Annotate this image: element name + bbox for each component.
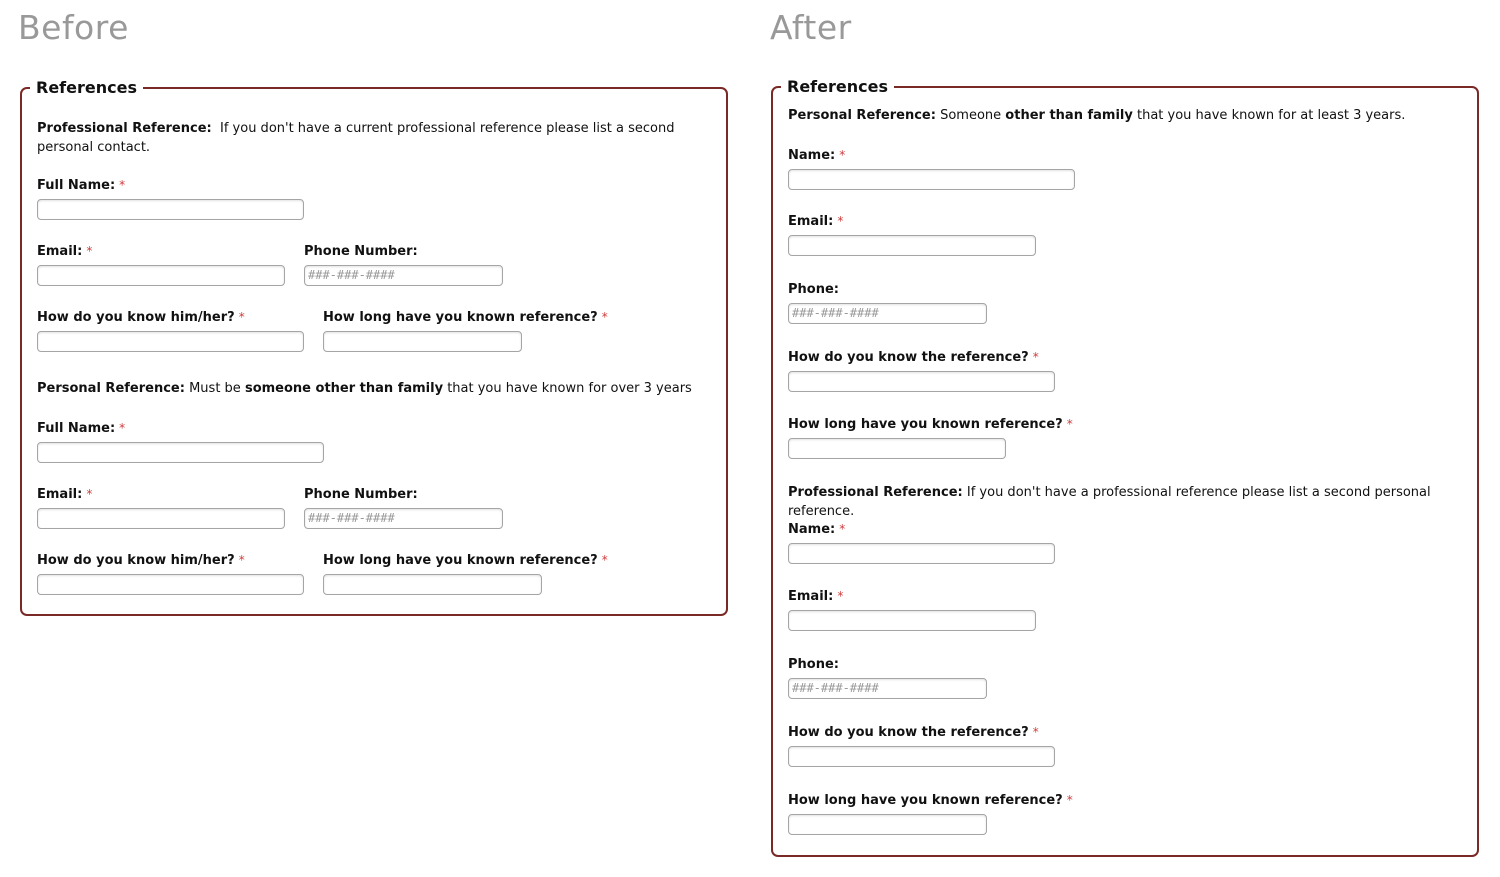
before-prof-how-long-label: How long have you known reference? * — [323, 310, 608, 325]
after-professional-intro — [788, 483, 1478, 521]
after-prof-how-know-label: How do you know the reference? * — [788, 725, 1039, 740]
before-heading: Before — [18, 8, 129, 47]
before-prof-how-know-label: How do you know him/her? * — [37, 310, 245, 325]
before-prof-how-know-input[interactable] — [37, 331, 304, 352]
required-marker: * — [1066, 793, 1073, 807]
after-pers-name-input[interactable] — [788, 169, 1075, 190]
required-marker: * — [238, 310, 245, 324]
before-prof-phone-label: Phone Number: — [304, 244, 418, 259]
before-prof-full-name-input[interactable] — [37, 199, 304, 220]
before-pers-phone-input[interactable]: ###-###-#### — [304, 508, 503, 529]
after-prof-phone-label: Phone: — [788, 657, 839, 672]
after-professional-intro-label: Professional Reference: — [788, 485, 963, 500]
after-prof-name-label: Name: * — [788, 522, 846, 537]
before-prof-phone-input[interactable]: ###-###-#### — [304, 265, 503, 286]
required-marker: * — [837, 589, 844, 603]
before-personal-intro: Personal Reference: Must be someone other than family that you have known for over 3 years — [37, 381, 692, 396]
before-pers-how-long-label: How long have you known reference? * — [323, 553, 608, 568]
required-marker: * — [839, 148, 846, 162]
before-pers-full-name-input[interactable] — [37, 442, 324, 463]
after-pers-phone-label: Phone: — [788, 282, 839, 297]
after-pers-how-know-input[interactable] — [788, 371, 1055, 392]
after-pers-how-long-input[interactable] — [788, 438, 1006, 459]
before-professional-intro-text: If you don't have a current professional reference please list a second personal contact. — [37, 121, 675, 155]
before-prof-email-input[interactable] — [37, 265, 285, 286]
before-prof-email-label: Email: * — [37, 244, 93, 259]
before-pers-phone-label: Phone Number: — [304, 487, 418, 502]
required-marker: * — [837, 214, 844, 228]
before-prof-how-long-input[interactable] — [323, 331, 522, 352]
after-personal-intro-label: Personal Reference: — [788, 108, 936, 123]
before-pers-how-know-label: How do you know him/her? * — [37, 553, 245, 568]
after-prof-how-know-input[interactable] — [788, 746, 1055, 767]
after-pers-how-long-label: How long have you known reference? * — [788, 417, 1073, 432]
after-professional-intro-text: If you don't have a professional reference please list a second personal reference. — [788, 485, 1431, 519]
required-marker: * — [119, 178, 126, 192]
after-personal-intro: Personal Reference: Someone other than family that you have known for at least 3 years. — [788, 108, 1406, 123]
before-prof-full-name-label: Full Name: * — [37, 178, 126, 193]
after-references-legend: References — [787, 77, 888, 96]
after-prof-how-long-label: How long have you known reference? * — [788, 793, 1073, 808]
after-pers-how-know-label: How do you know the reference? * — [788, 350, 1039, 365]
after-pers-email-label: Email: * — [788, 214, 844, 229]
after-pers-name-label: Name: * — [788, 148, 846, 163]
required-marker: * — [839, 522, 846, 536]
required-marker: * — [601, 553, 608, 567]
before-professional-intro — [37, 119, 707, 157]
before-references-legend: References — [36, 78, 137, 97]
required-marker: * — [1032, 725, 1039, 739]
after-references-fieldset — [771, 77, 1479, 857]
after-prof-phone-input[interactable]: ###-###-#### — [788, 678, 987, 699]
before-personal-intro-label: Personal Reference: — [37, 381, 185, 396]
before-pers-how-long-input[interactable] — [323, 574, 542, 595]
before-pers-email-input[interactable] — [37, 508, 285, 529]
required-marker: * — [238, 553, 245, 567]
required-marker: * — [1032, 350, 1039, 364]
required-marker: * — [119, 421, 126, 435]
before-pers-how-know-input[interactable] — [37, 574, 304, 595]
after-pers-email-input[interactable] — [788, 235, 1036, 256]
before-pers-email-label: Email: * — [37, 487, 93, 502]
required-marker: * — [1066, 417, 1073, 431]
required-marker: * — [86, 487, 93, 501]
after-prof-email-label: Email: * — [788, 589, 844, 604]
after-prof-email-input[interactable] — [788, 610, 1036, 631]
required-marker: * — [86, 244, 93, 258]
after-prof-how-long-input[interactable] — [788, 814, 987, 835]
after-pers-phone-input[interactable]: ###-###-#### — [788, 303, 987, 324]
after-prof-name-input[interactable] — [788, 543, 1055, 564]
required-marker: * — [601, 310, 608, 324]
before-professional-intro-label: Professional Reference: — [37, 121, 212, 136]
before-pers-full-name-label: Full Name: * — [37, 421, 126, 436]
after-heading: After — [770, 8, 852, 47]
